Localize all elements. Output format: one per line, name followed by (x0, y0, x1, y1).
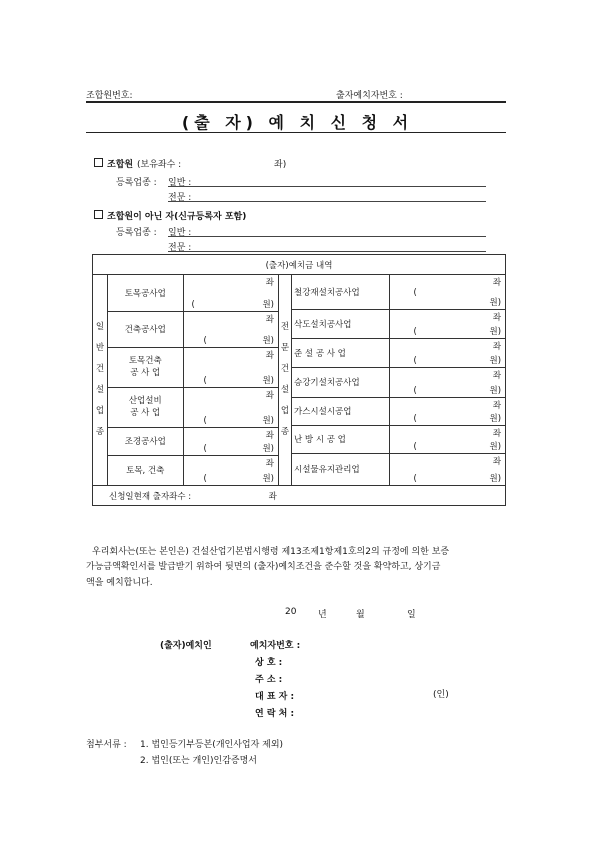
member-number-label: 조합원번호: (86, 91, 133, 101)
total-shares-label: 신청일현재 출자좌수 : (109, 491, 192, 502)
general-row-name: 토목공사업 (108, 275, 183, 311)
specialty-row-value[interactable]: 좌 ( 원) (413, 400, 502, 424)
company-name-field: 상 호 : (255, 658, 283, 668)
general-row-name: 산업설비 공 사 업 (108, 387, 183, 427)
depositor-number-field: 예치자번호 : (250, 641, 301, 651)
non-member-label: 조합원이 아닌 자(신규등록자 포함) (107, 212, 247, 222)
general-row-name: 조경공사업 (108, 427, 183, 455)
general-row-name: 토목, 건축 (108, 455, 183, 485)
title-rule (86, 132, 506, 133)
specialty-field-1[interactable] (168, 201, 486, 202)
shares-unit: 좌) (274, 160, 287, 170)
specialty-row-name: 난 방 시 공 업 (292, 425, 389, 453)
general-row-name: 건축공사업 (108, 311, 183, 347)
member-checkbox[interactable] (94, 158, 103, 167)
general-row-value[interactable]: 좌 ( 원) (203, 350, 274, 386)
attachment-item-1: 1. 법인등기부등본(개인사업자 제외) (140, 740, 284, 750)
date-day: 일 (407, 610, 416, 620)
reg-industry-label-2: 등록업종 : (116, 228, 157, 238)
attachment-item-2: 2. 법인(또는 개인)인감증명서 (140, 756, 257, 766)
specialty-field-2[interactable] (168, 251, 486, 252)
general-row-value[interactable]: 좌 ( 원) (203, 390, 274, 426)
specialty-row-value[interactable]: 좌 ( 원) (413, 370, 502, 396)
address-field: 주 소 : (255, 675, 283, 685)
attachments-label: 첨부서류 : (86, 740, 127, 750)
specialty-label-2: 전문 : (168, 243, 192, 253)
contact-field: 연 락 처 : (255, 709, 295, 719)
date-year-prefix: 20 (285, 607, 297, 617)
pledge-line-3: 액을 예치합니다. (86, 578, 153, 588)
deposit-table-header: (출자)예치금 내역 (93, 255, 506, 275)
specialty-label-1: 전문 : (168, 193, 192, 203)
deposit-table (92, 254, 506, 506)
depositor-number-label: 출자예치자번호 : (336, 91, 403, 101)
specialty-group-label: 전 문 건 설 업 종 (280, 322, 290, 437)
total-shares-unit: 좌 (268, 491, 277, 502)
specialty-row-name: 시설물유지관리업 (292, 453, 389, 485)
header-rule (86, 101, 506, 103)
specialty-row-name: 준 설 공 사 업 (292, 338, 389, 367)
member-label: 조합원 (107, 160, 134, 170)
pledge-line-1: 우리회사는(또는 본인은) 건설산업기본법시행령 제13조제1항제1호의2의 규정에 의한 보증 (92, 547, 450, 557)
representative-field: 대 표 자 : (255, 692, 295, 702)
non-member-checkbox[interactable] (94, 210, 103, 219)
specialty-row-value[interactable]: 좌 ( 원) (413, 312, 502, 337)
specialty-row-name: 삭도설치공사업 (292, 309, 389, 338)
specialty-row-name: 가스시설시공업 (292, 397, 389, 425)
specialty-row-name: 철강재설치공사업 (292, 275, 389, 309)
depositor-role: (출자)예치인 (160, 641, 212, 651)
total-shares-row (93, 486, 506, 506)
date-month: 월 (356, 610, 365, 620)
general-group-label: 일 반 건 설 업 종 (95, 322, 105, 437)
general-field-1[interactable] (168, 186, 486, 187)
reg-industry-label-1: 등록업종 : (116, 178, 157, 188)
general-field-2[interactable] (168, 236, 486, 237)
general-row-value[interactable]: 좌 ( 원) (203, 458, 274, 484)
seal-mark: (인) (433, 690, 449, 700)
form-title: (출 자) 예 치 신 청 서 (181, 113, 414, 132)
general-row-name: 토목건축 공 사 업 (108, 347, 183, 387)
date-year: 년 (318, 610, 327, 620)
general-label-1: 일반 : (168, 178, 192, 188)
specialty-row-value[interactable]: 좌 ( 원) (413, 456, 502, 484)
specialty-row-name: 승강기설치공사업 (292, 367, 389, 397)
pledge-line-2: 가능금액확인서를 발급받기 위하여 뒷면의 (출자)예치조건을 준수할 것을 확약하고, 상기금 (86, 562, 441, 572)
specialty-row-value[interactable]: 좌 ( 원) (413, 428, 502, 452)
general-label-2: 일반 : (168, 228, 192, 238)
general-row-value[interactable]: 좌 ( 원) (191, 278, 274, 310)
specialty-row-value[interactable]: 좌 ( 원) (413, 341, 502, 366)
shares-label: (보유좌수 : (137, 160, 182, 170)
specialty-row-value[interactable]: 좌 ( 원) (413, 278, 502, 308)
general-row-value[interactable]: 좌 ( 원) (203, 430, 274, 454)
general-row-value[interactable]: 좌 ( 원) (203, 314, 274, 346)
